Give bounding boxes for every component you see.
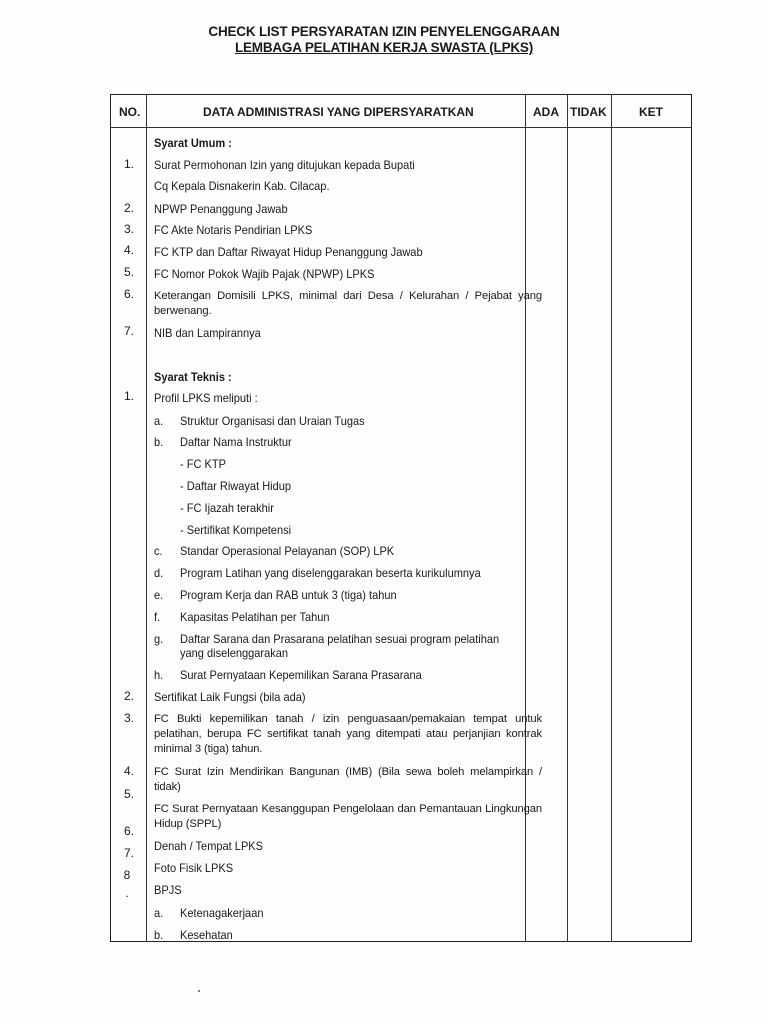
item-number: 4. — [123, 764, 134, 778]
sub-item-text: Struktur Organisasi dan Uraian Tugas — [180, 414, 365, 428]
column-divider — [146, 95, 147, 941]
item-text: Keterangan Domisili LPKS, minimal dari Desa / Kelurahan / Pejabat yang berwenang. — [154, 290, 542, 317]
item-text: Sertifikat Laik Fungsi (bila ada) — [154, 690, 306, 704]
item-number: 7. — [123, 324, 134, 338]
item-text: FC Akte Notaris Pendirian LPKS — [154, 223, 313, 237]
item-text: NIB dan Lampirannya — [154, 326, 261, 340]
document-title: CHECK LIST PERSYARATAN IZIN PENYELENGGARAAN — [208, 24, 560, 39]
header-no: NO. — [119, 105, 141, 119]
item-text: Profil LPKS meliputi : — [154, 391, 258, 405]
header-divider — [111, 127, 691, 128]
sub-item-text: Surat Pernyataan Kepemilikan Sarana Prasarana — [180, 668, 422, 682]
sub-item-text: Daftar Nama Instruktur — [180, 435, 292, 449]
sub-item-text: Daftar Sarana dan Prasarana pelatihan sesuai program pelatihan — [180, 632, 500, 646]
item-text: FC Surat Pernyataan Kesanggupan Pengelolaan dan Pemantauan Lingkungan Hidup (SPPL) — [154, 803, 542, 830]
item-number: 2. — [123, 201, 134, 215]
column-divider — [611, 95, 612, 941]
sub-item-text: Program Kerja dan RAB untuk 3 (tiga) tahun — [180, 588, 397, 602]
sub-item-text: Standar Operasional Pelayanan (SOP) LPK — [180, 544, 395, 558]
item-text: FC Bukti kepemilikan tanah / izin penguasaan/pemakaian tempat untuk pelatihan, berupa FC sertifikat tanah yang ditempati atau perjanjian kontrak minimal 3 (tiga) tahun. — [154, 713, 542, 755]
item-text: FC KTP dan Daftar Riwayat Hidup Penanggung Jawab — [154, 245, 423, 259]
bullet-item: - FC KTP — [180, 457, 226, 471]
item-number: 1. — [123, 389, 134, 403]
bullet-item: - FC Ijazah terakhir — [180, 501, 274, 515]
item-text: FC Surat Izin Mendirikan Bangunan (IMB) (Bila sewa boleh melampirkan / tidak) — [154, 766, 542, 793]
sub-item-text: Ketenagakerjaan — [180, 906, 264, 920]
sub-item-text: yang diselenggarakan — [180, 646, 289, 660]
header-ada: ADA — [533, 105, 559, 119]
sub-item-text: Program Latihan yang diselenggarakan beserta kurikulumnya — [180, 566, 481, 580]
item-text: BPJS — [154, 883, 182, 897]
item-number: 7. — [123, 846, 134, 860]
sub-item-letter: h. — [154, 668, 164, 682]
sub-item-text: Kapasitas Pelatihan per Tahun — [180, 610, 330, 624]
bullet-item: - Daftar Riwayat Hidup — [180, 479, 292, 493]
sub-item-letter: c. — [154, 544, 163, 558]
item-number: 5. — [123, 265, 134, 279]
item-number: 3. — [123, 222, 134, 236]
section-heading-umum: Syarat Umum : — [154, 136, 232, 150]
item-number: 2. — [123, 689, 134, 703]
sub-item-letter: b. — [154, 435, 164, 449]
sub-item-text: Kesehatan — [180, 928, 233, 942]
column-divider — [567, 95, 568, 941]
item-number: 8 — [123, 868, 131, 882]
sub-item-letter: g. — [154, 632, 164, 646]
item-number: 6. — [123, 824, 134, 838]
item-text: Surat Permohonan Izin yang ditujukan kepada Bupati — [154, 158, 415, 172]
item-number: 5. — [123, 787, 134, 801]
document-subtitle: LEMBAGA PELATIHAN KERJA SWASTA (LPKS) — [234, 40, 534, 55]
item-text: Denah / Tempat LPKS — [154, 839, 264, 853]
sub-item-letter: f. — [154, 610, 161, 624]
header-ket: KET — [639, 105, 663, 119]
sub-item-letter: a. — [154, 414, 164, 428]
item-text: FC Nomor Pokok Wajib Pajak (NPWP) LPKS — [154, 267, 375, 281]
scan-speck — [198, 990, 200, 992]
item-text: Foto Fisik LPKS — [154, 861, 234, 875]
item-text: NPWP Penanggung Jawab — [154, 202, 288, 216]
sub-item-letter: a. — [154, 906, 164, 920]
item-number: 4. — [123, 243, 134, 257]
item-number: 6. — [123, 287, 134, 301]
bullet-item: - Sertifikat Kompetensi — [180, 523, 292, 537]
sub-item-letter: e. — [154, 588, 164, 602]
checklist-table — [110, 94, 692, 942]
item-text: Cq Kepala Disnakerin Kab. Cilacap. — [154, 179, 330, 193]
item-number: 3. — [123, 711, 134, 725]
header-tidak: TIDAK — [570, 105, 607, 119]
section-heading-teknis: Syarat Teknis : — [154, 370, 232, 384]
item-number-dot: . — [125, 886, 129, 900]
header-data: DATA ADMINISTRASI YANG DIPERSYARATKAN — [203, 105, 474, 119]
item-number: 1. — [123, 157, 134, 171]
sub-item-letter: d. — [154, 566, 164, 580]
sub-item-letter: b. — [154, 928, 164, 942]
